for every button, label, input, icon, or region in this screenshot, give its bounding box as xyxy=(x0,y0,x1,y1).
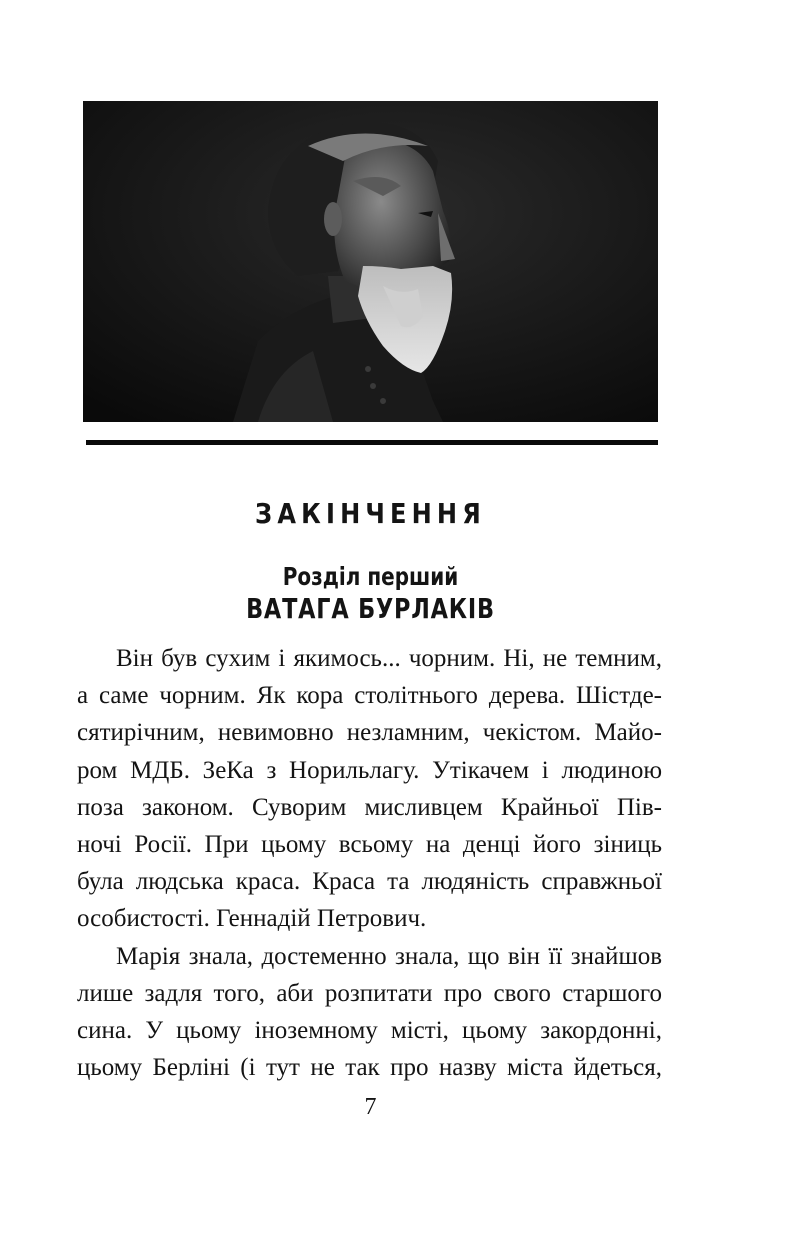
chapter-title: ВАТАГА БУРЛАКІВ xyxy=(246,592,495,625)
text-line: поза законом. Суворим мисливцем Крайньої Пів- xyxy=(77,793,662,821)
text-line: сятирічним, невимовно незламним, чекістом. Майо- xyxy=(77,719,662,747)
text-line: Марія знала, достеменно знала, що він її знайшов xyxy=(116,942,662,970)
text-line: а саме чорним. Як кора столітнього дерева. Шістде- xyxy=(77,682,662,710)
part-title: ЗАКІНЧЕННЯ xyxy=(255,497,486,530)
body-text xyxy=(77,640,662,1086)
portrait-image xyxy=(83,101,658,422)
text-line: ром МДБ. ЗеКа з Норильлагу. Утікачем і людиною xyxy=(77,756,662,784)
text-line: Він був сухим і якимось... чорним. Ні, не темним, xyxy=(116,645,662,672)
text-line: була людська краса. Краса та людяність справжньої xyxy=(77,868,662,896)
page-number: 7 xyxy=(364,1094,377,1120)
horizontal-rule xyxy=(86,440,658,445)
text-line: цьому Берліні (і тут не так про назву міста йдеться, xyxy=(77,1054,662,1082)
text-line: ночі Росії. При цьому всьому на денці його зіниць xyxy=(77,830,662,858)
text-line: лише задля того, аби розпитати про свого старшого xyxy=(77,979,662,1007)
chapter-label: Розділ перший xyxy=(282,562,459,591)
portrait-illustration xyxy=(83,101,658,422)
text-line: особистості. Геннадій Петрович. xyxy=(77,905,427,933)
paragraph xyxy=(77,938,662,1087)
paragraph xyxy=(77,640,662,938)
text-line: сина. У цьому іноземному місті, цьому закордонні, xyxy=(77,1016,662,1044)
